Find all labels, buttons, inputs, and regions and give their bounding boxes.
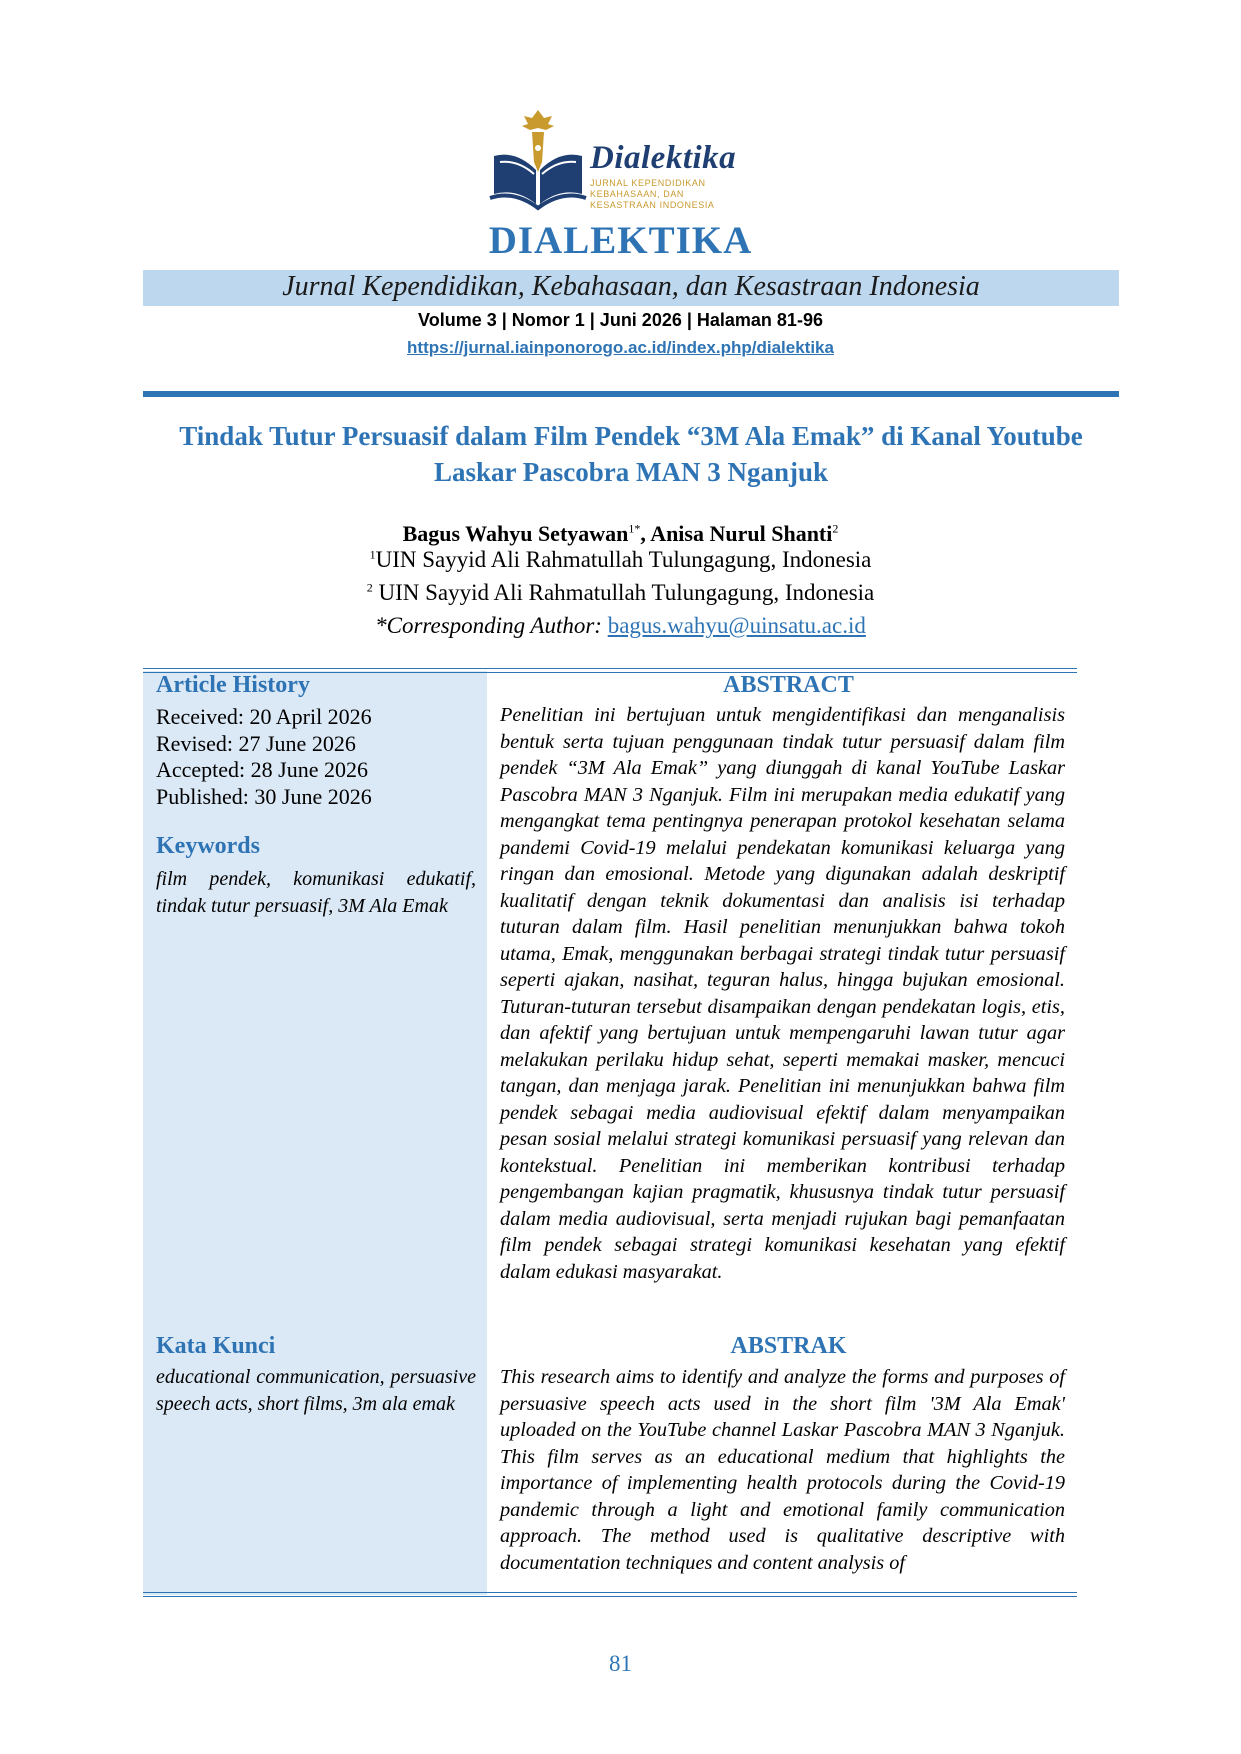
affiliation-text: UIN Sayyid Ali Rahmatullah Tulungagung, Indonesia — [375, 547, 872, 572]
article-title: Tindak Tutur Persuasif dalam Film Pendek “3M Ala Emak” di Kanal Youtube Laskar Pascobra MAN 3 Nganjuk — [179, 421, 1083, 487]
header-divider — [143, 391, 1119, 397]
corresponding-email-link[interactable]: bagus.wahyu@uinsatu.ac.id — [607, 613, 866, 638]
panel-rule-top — [143, 668, 1077, 669]
affiliation-2 — [0, 580, 1241, 606]
article-history — [156, 704, 372, 810]
article-history-heading: Article History — [156, 672, 310, 698]
corresponding-author — [0, 613, 1241, 639]
abstract-heading: ABSTRACT — [723, 672, 854, 698]
affiliation-mark: 1 — [369, 547, 376, 562]
keywords-text: film pendek, komunikasi edukatif, tindak tutur persuasif, 3M Ala Emak — [156, 868, 476, 917]
logo-wordmark: Dialektika — [590, 140, 737, 176]
author-affiliation-mark: 2 — [832, 521, 839, 536]
kata-kunci-text: educational communication, persuasive speech acts, short films, 3m ala emak — [156, 1366, 476, 1415]
revised-date: Revised: 27 June 2026 — [156, 730, 356, 756]
page-number: 81 — [609, 1651, 632, 1676]
affiliation-text: UIN Sayyid Ali Rahmatullah Tulungagung, Indonesia — [372, 580, 875, 605]
book-quill-logo-icon — [488, 108, 588, 212]
corresponding-label: *Corresponding Author: — [375, 613, 602, 638]
received-date: Received: 20 April 2026 — [156, 704, 372, 729]
affiliation-mark: 2 — [366, 580, 373, 595]
issue-info: Volume 3 | Nomor 1 | Juni 2026 | Halaman 81-96 — [418, 310, 823, 330]
abstract-text: Penelitian ini bertujuan untuk mengidentifikasi dan menganalisis bentuk serta tujuan penggunaan tindak tutur persuasif dalam film pendek “3M Ala Emak” yang diunggah di kanal YouTube Laskar Pascobra MAN 3 Nganjuk. Film ini merupakan media edukatif yang mengangkat tema pentingnya penerapan protokol kesehatan selama pandemi Covid-19 melalui pendekatan komunikasi keluarga yang ringan dan emosional. Metode yang digunakan adalah deskriptif kualitatif dengan teknik dokumentasi dan analisis isi terhadap tuturan dalam film. Hasil penelitian menunjukkan bahwa tokoh utama, Emak, menggunakan berbagai strategi tindak tutur persuasif seperti ajakan, nasihat, teguran halus, hingga bujukan emosional. Tuturan-tuturan tersebut disampaikan dengan pendekatan logis, etis, dan afektif yang bertujuan untuk mempengaruhi lawan tutur agar melakukan perilaku hidup sehat, seperti memakai masker, mencuci tangan, dan menjaga jarak. Penelitian ini menunjukkan bahwa film pendek sebagai media audiovisual efektif dalam menyampaikan pesan sosial melalui strategi komunikasi persuasif yang relevan dan kontekstual. Penelitian ini memberikan kontribusi terhadap pengembangan kajian pragmatik, khususnya tindak tutur persuasif dalam media audiovisual, serta menjadi rujukan bagi pemanfaatan film pendek sebagai strategi komunikasi kesehatan yang efektif dalam edukasi masyarakat. — [500, 704, 1065, 1283]
panel-rule-bottom — [143, 1592, 1077, 1593]
keywords-heading: Keywords — [156, 833, 260, 859]
accepted-date: Accepted: 28 June 2026 — [156, 757, 368, 782]
journal-url-link[interactable]: https://jurnal.iainponorogo.ac.id/index.php/dialektika — [407, 338, 834, 357]
author-line — [0, 521, 1241, 547]
author-separator: , — [640, 521, 651, 546]
logo-tagline: JURNAL KEPENDIDIKAN KEBAHASAAN, DAN KESASTRAAN INDONESIA — [590, 178, 715, 210]
panel-rule-bottom-outer — [143, 1596, 1077, 1597]
abstrak-text: This research aims to identify and analyze the forms and purposes of persuasive speech acts used in the short film '3M Ala Emak' uploaded on the YouTube channel Laskar Pascobra MAN 3 Nganjuk. This film serves as an educational medium that highlights the importance of implementing health protocols during the Covid-19 pandemic through a light and emotional family communication approach. The method used is qualitative descriptive with documentation techniques and content analysis of — [500, 1366, 1065, 1574]
affiliation-1 — [0, 547, 1241, 573]
kata-kunci-heading: Kata Kunci — [156, 1333, 276, 1359]
journal-logo — [488, 108, 758, 212]
journal-name: DIALEKTIKA — [488, 219, 753, 262]
abstrak-heading: ABSTRAK — [730, 1333, 847, 1359]
journal-subtitle: Jurnal Kependidikan, Kebahasaan, dan Kesastraan Indonesia — [282, 271, 980, 302]
author-affiliation-mark: 1* — [628, 521, 641, 536]
author-name: Bagus Wahyu Setyawan — [402, 521, 629, 546]
published-date: Published: 30 June 2026 — [156, 783, 372, 809]
author-name: Anisa Nurul Shanti — [650, 521, 833, 546]
